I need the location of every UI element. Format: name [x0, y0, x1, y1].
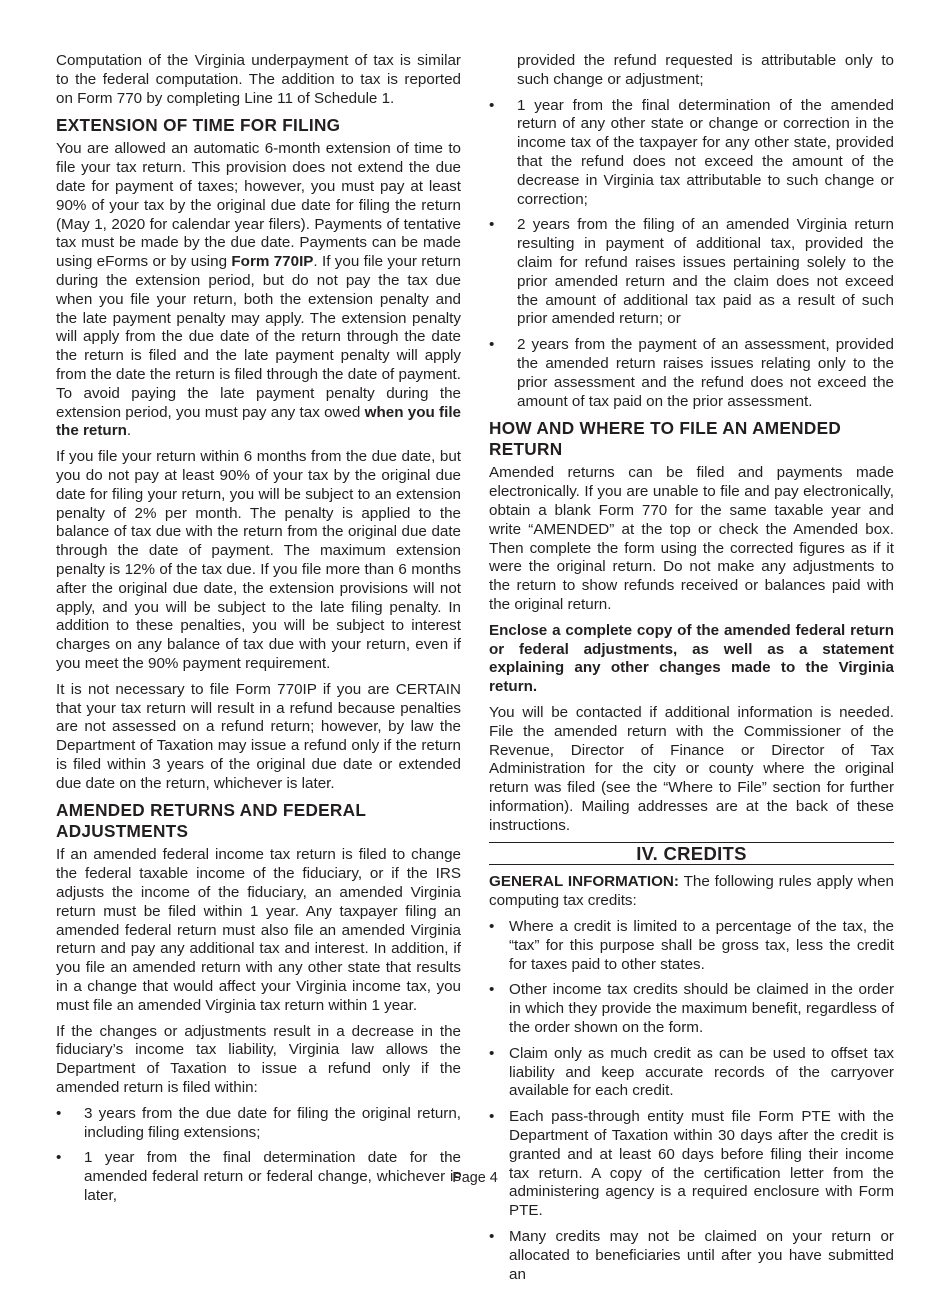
form-770ip-bold: Form 770IP: [231, 253, 314, 271]
text-run: . If you file your return during the extension period, but do not pay the tax due when you file your return, both the extension penalty and the late payment penalty may apply. The extension penalty will apply from the due date of the return through the date the return is filed and the late payment penalty will apply from the date the return is filed through the date of payment. To avoid paying the late payment penalty during the extension period, you must pay any tax owed: [56, 253, 461, 421]
bullet-icon: •: [489, 1228, 495, 1246]
text-run: .: [126, 422, 132, 440]
list-item-text: Where a credit is limited to a percentage of the tax, the “tax” for this purpose shall be gross tax, less the credit for taxes paid to other states.: [509, 918, 894, 973]
amended-paragraph-2: If the changes or adjustments result in a decrease in the fiduciary’s income tax liability, Virginia law allows the Department of Taxation to issue a refund only if the amended return is filed within:: [56, 1022, 461, 1097]
bullet-icon: •: [56, 1104, 62, 1122]
intro-paragraph: Computation of the Virginia underpayment of tax is similar to the federal computation. The addition to tax is reported on Form 770 by completing Line 11 of Schedule 1.: [56, 52, 461, 107]
heading-extension: EXTENSION OF TIME FOR FILING: [56, 115, 341, 136]
list-item: [489, 216, 894, 329]
bullet-icon: •: [489, 981, 495, 999]
list-item: [489, 1228, 894, 1284]
list-continuation: provided the refund requested is attributable only to such change or adjustment;: [517, 52, 894, 88]
bullet-icon: •: [489, 216, 495, 234]
list-item: [489, 97, 894, 210]
heading-line: ADJUSTMENTS: [56, 821, 189, 842]
how-paragraph-2-bold: Enclose a complete copy of the amended federal return or federal adjustments, as well as a statement explaining any other changes made to the Virginia return.: [489, 621, 894, 696]
list-item-text: Claim only as much credit as can be used to offset tax liability and keep accurate records of the carryover available for each credit.: [509, 1044, 894, 1100]
bullet-icon: •: [489, 336, 495, 354]
list-item: [489, 981, 894, 1037]
list-item-text: 2 years from the payment of an assessment, provided the amended return raises issues relating only to the prior assessment and the refund does not exceed the amount of tax paid on the prior assessment.: [517, 336, 894, 410]
right-column: [489, 52, 894, 1291]
list-item: [489, 1108, 894, 1221]
list-item: [489, 1045, 894, 1101]
extension-paragraph-1: [56, 140, 461, 441]
heading-line: RETURN: [489, 439, 563, 460]
refund-period-list: [56, 1105, 461, 1206]
list-item: [489, 918, 894, 974]
how-paragraph-1: Amended returns can be filed and payments made electronically. If you are unable to file and pay electronically, obtain a blank Form 770 for the same taxable year and write “AMENDED” at the top or check the Amended box. Then complete the form using the corrected figures as if it were the original return. Do not make any adjustments to the return to show refunds received or balances paid with the original return.: [489, 464, 894, 613]
bullet-icon: •: [489, 1044, 495, 1062]
text-run: You are allowed an automatic 6-month extension of time to file your tax return. This provision does not extend the due date for payment of taxes; however, you must pay at least 90% of your tax by the original due date for filing the return (May 1, 2020 for calendar year filers). Payments of tentative tax must be made by the due date. Payments can be made using eForms or by using: [56, 140, 461, 271]
bullet-icon: •: [489, 918, 495, 936]
when-file-bold: when you file the return: [56, 403, 461, 440]
list-item: [489, 336, 894, 411]
heading-how-to-file: [489, 418, 894, 460]
text-run: The following rules apply when computing tax credits:: [489, 873, 895, 910]
how-paragraph-3: You will be contacted if additional information is needed. File the amended return with the Commissioner of the Revenue, Director of Finance or Director of Tax Administration for the city or county where the original return was filed (see the “Where to File” section for further information). Mailing addresses are at the back of these instructions.: [489, 703, 894, 834]
heading-amended-returns: [56, 800, 461, 842]
bullet-icon: •: [489, 96, 495, 114]
heading-line: HOW AND WHERE TO FILE AN AMENDED: [489, 418, 842, 439]
bullet-icon: •: [56, 1149, 62, 1167]
list-item-text: Other income tax credits should be claimed in the order in which they provide the maximum benefit, regardless of the order shown on the form.: [509, 981, 894, 1037]
amended-paragraph-1: If an amended federal income tax return is filed to change the federal taxable income of the fiduciary, or if the IRS adjusts the income of the fiduciary, an amended Virginia return must be filed within 1 year. Any taxpayer filing an amended federal return must also file an amended Virginia return and pay any additional tax and interest. In addition, if you file an amended return with any other state that results in a change that would affect your Virginia income tax, you must file an amended Virginia tax return within 1 year.: [56, 846, 461, 1014]
general-information-label: GENERAL INFORMATION:: [489, 873, 679, 891]
general-information-paragraph: [489, 873, 894, 911]
list-item-text: 2 years from the filing of an amended Virginia return resulting in payment of additional tax, provided the claim for refund raises issues pertaining solely to the prior amended return and the claim does not exceed the amount of additional tax paid as a result of such prior amended return; or: [517, 216, 894, 328]
extension-paragraph-2: If you file your return within 6 months from the due date, but you do not pay at least 90% of your tax by the original due date for filing your return, you will be subject to an extension penalty of 2% per month. The penalty is applied to the balance of tax due with the return from the original due date through the date of payment. The maximum extension penalty is 12% of the tax due. If you file more than 6 months after the original due date, the extension provisions will not apply, and you will be subject to the late filing penalty. In addition to these penalties, you will be subject to interest charges on any balance of tax due with your return, even if you meet the 90% payment requirement.: [56, 448, 461, 672]
credit-rules-list: [489, 918, 894, 1284]
left-column: [56, 52, 461, 1213]
list-item-text: 1 year from the final determination of the amended return of any other state or change or correction in the income tax of the taxpayer for any other state, provided that the refund does not exceed the amount of the decrease in Virginia tax attributable to such change or correction;: [517, 96, 894, 208]
list-item-text: Many credits may not be claimed on your return or allocated to beneficiaries until after you have submitted an: [509, 1228, 894, 1283]
extension-paragraph-3: It is not necessary to file Form 770IP if you are CERTAIN that your tax return will result in a refund because penalties are not assessed on a refund return; however, by law the Department of Taxation may issue a refund only if the return is filed within 3 years of the original due date or extended due date on the return, whichever is later.: [56, 680, 461, 792]
heading-line: AMENDED RETURNS AND FEDERAL: [56, 800, 367, 821]
refund-period-list-continued: [489, 97, 894, 412]
list-item-text: Each pass-through entity must file Form PTE with the Department of Taxation within 30 days after the credit is granted and at least 60 days before filing their income tax return. A copy of the certification letter from the administering agency is a required enclosure with Form PTE.: [509, 1108, 894, 1220]
section-heading-credits: IV. CREDITS: [489, 842, 894, 865]
list-item: [56, 1105, 461, 1143]
page-number: Page 4: [452, 1170, 498, 1186]
list-item-text: 3 years from the due date for filing the original return, including filing extensions;: [84, 1104, 461, 1141]
bullet-icon: •: [489, 1108, 495, 1126]
list-item-text: 1 year from the final determination date for the amended federal return or federal change, whichever is later,: [84, 1149, 461, 1205]
